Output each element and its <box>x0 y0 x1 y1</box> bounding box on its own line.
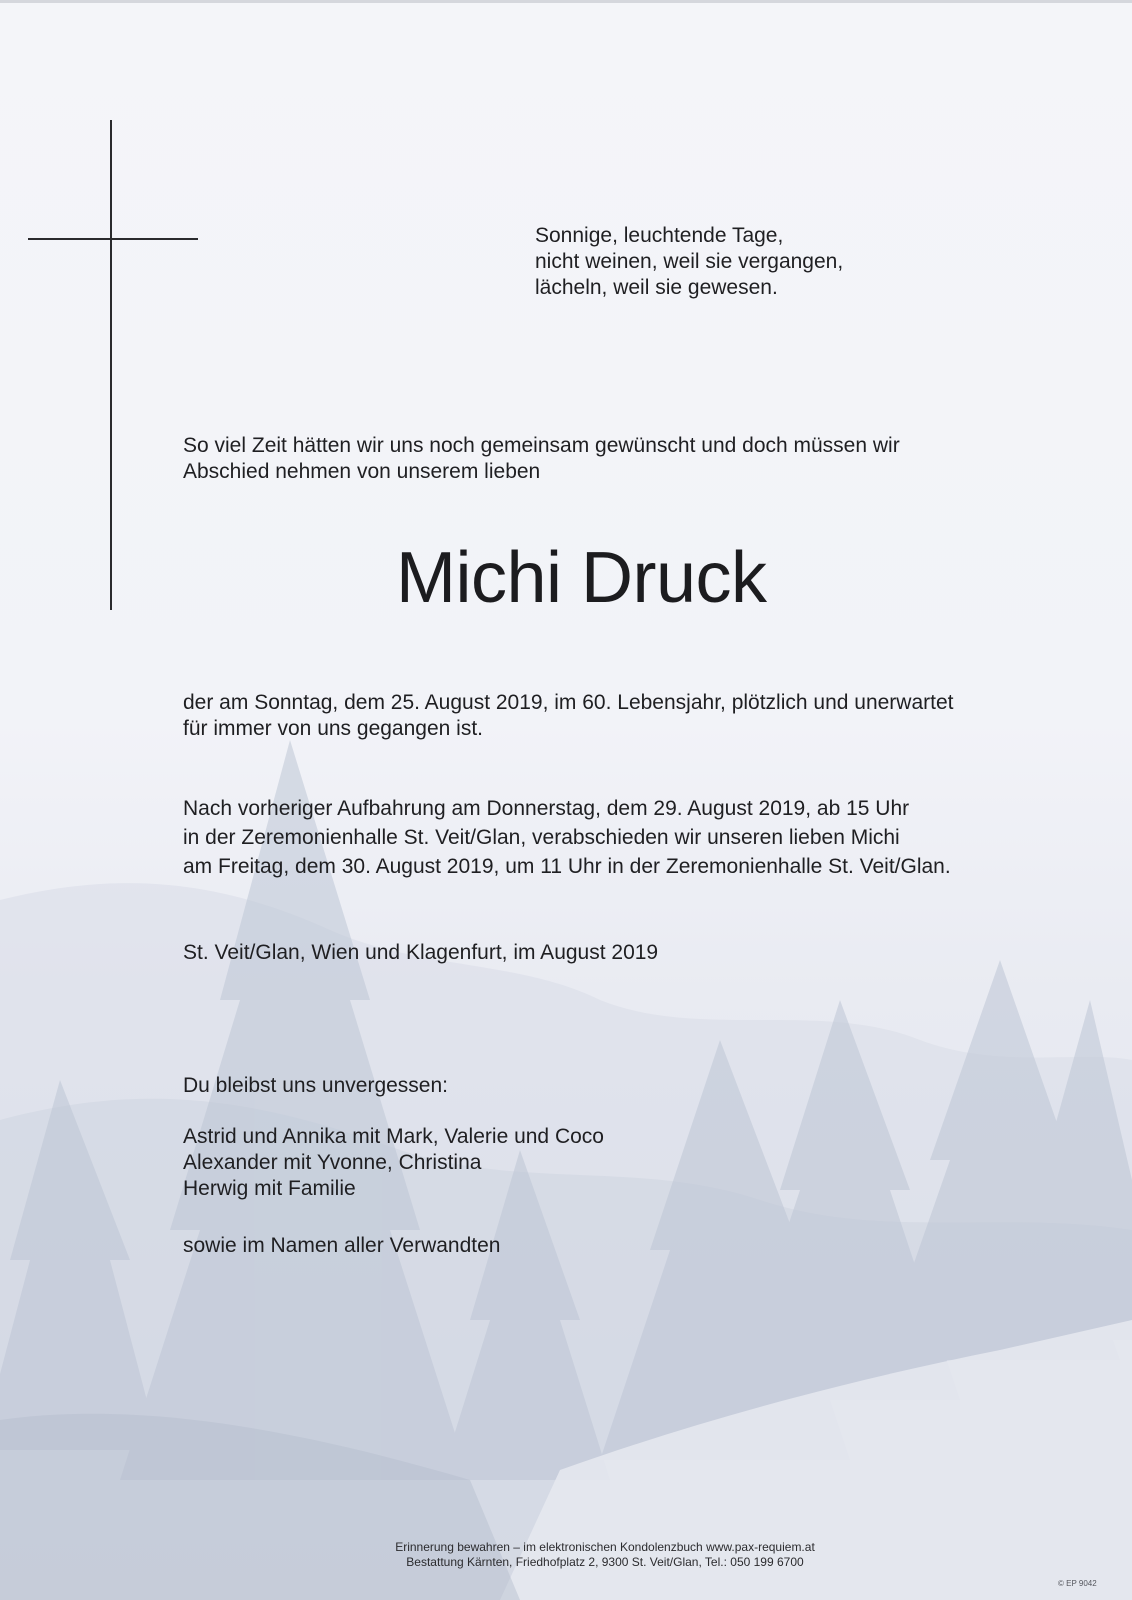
death-notice-line: für immer von uns gegangen ist. <box>183 717 483 740</box>
family-list <box>183 1124 604 1202</box>
funeral-info-line: in der Zeremonienhalle St. Veit/Glan, verabschieden wir unseren lieben Michi <box>183 826 900 849</box>
poem-line: nicht weinen, weil sie vergangen, <box>535 250 844 273</box>
family-member: Alexander mit Yvonne, Christina <box>183 1151 482 1174</box>
footer-address-line: Bestattung Kärnten, Friedhofplatz 2, 9300 St. Veit/Glan, Tel.: 050 199 6700 <box>406 1555 804 1569</box>
relatives-line: sowie im Namen aller Verwandten <box>183 1234 501 1257</box>
family-member: Astrid und Annika mit Mark, Valerie und Coco <box>183 1125 604 1148</box>
family-member: Herwig mit Familie <box>183 1177 356 1200</box>
poem-quote <box>535 223 843 301</box>
footer-condolence-line: Erinnerung bewahren – im elektronischen Kondolenzbuch www.pax-requiem.at <box>395 1540 815 1554</box>
footer <box>345 1540 865 1570</box>
funeral-info-line: Nach vorheriger Aufbahrung am Donnerstag, dem 29. August 2019, ab 15 Uhr <box>183 797 910 820</box>
deceased-name: Michi Druck <box>396 538 767 618</box>
print-code: © EP 9042 <box>1058 1579 1097 1588</box>
funeral-info-line: am Freitag, dem 30. August 2019, um 11 Uhr in der Zeremonienhalle St. Veit/Glan. <box>183 855 951 878</box>
funeral-info <box>183 794 951 881</box>
latin-cross-icon <box>110 120 112 610</box>
intro-line: Abschied nehmen von unserem lieben <box>183 460 541 483</box>
scan-top-edge <box>0 0 1132 3</box>
place-date: St. Veit/Glan, Wien und Klagenfurt, im August 2019 <box>183 941 659 964</box>
death-notice-line: der am Sonntag, dem 25. August 2019, im 60. Lebensjahr, plötzlich und unerwartet <box>183 691 954 714</box>
intro-text <box>183 433 900 485</box>
poem-line: lächeln, weil sie gewesen. <box>535 276 778 299</box>
death-notice <box>183 690 954 742</box>
remembrance-line: Du bleibst uns unvergessen: <box>183 1074 448 1097</box>
poem-line: Sonnige, leuchtende Tage, <box>535 224 784 247</box>
intro-line: So viel Zeit hätten wir uns noch gemeinsam gewünscht und doch müssen wir <box>183 434 900 457</box>
cross-crossbar <box>28 238 198 240</box>
